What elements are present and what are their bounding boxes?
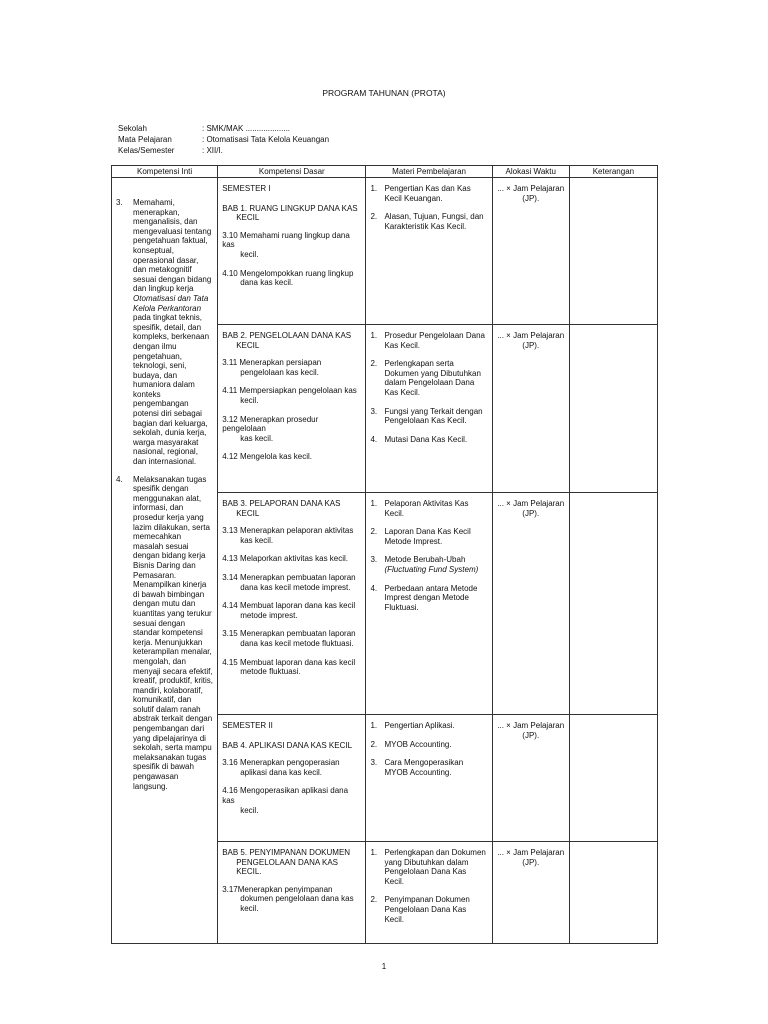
mp-item — [370, 740, 487, 750]
mp-text-part: Pelaporan Aktivitas Kas Kecil. — [384, 499, 469, 518]
mp-text — [384, 895, 487, 924]
chapter-title — [222, 331, 361, 350]
mp-item — [370, 895, 487, 924]
meta-value: : Otomatisasi Tata Kelola Keuangan — [202, 135, 330, 144]
kd-text: 3.13 Menerapkan pelaporan aktivitas — [222, 526, 354, 536]
kd-text: 4.13 Melaporkan aktivitas kas kecil. — [222, 554, 349, 564]
mp-text — [384, 407, 487, 426]
mp-item — [370, 212, 487, 231]
mp-text-part: Laporan Dana Kas Kecil Metode Imprest. — [384, 527, 471, 546]
meta-value: : XII/I. — [202, 146, 223, 155]
mp-text-part: Pengertian Aplikasi. — [384, 721, 455, 730]
mp-text-part: Alasan, Tujuan, Fungsi, dan Karakteristik Kas Kecil. — [384, 212, 484, 231]
kd-text-cont: metode imprest. — [240, 610, 298, 620]
kd-text-cont: kecil. — [240, 805, 259, 815]
kd-item — [222, 231, 361, 260]
kompetensi-dasar-cell — [218, 842, 366, 944]
kd-text-cont: dana kas kecil. — [240, 278, 294, 288]
alokasi-waktu-cell: ... × Jam Pelajaran (JP). — [492, 715, 569, 842]
mp-text-part: Perlengkapan dan Dokumen yang Dibutuhkan dalam Pengelolaan Dana Kas Kecil. — [384, 848, 486, 886]
kd-text: 4.10 Mengelompokkan ruang lingkup — [222, 268, 354, 278]
ki-number: 4. — [116, 474, 123, 484]
mp-text — [384, 212, 487, 231]
mp-text — [384, 758, 487, 777]
kd-item — [222, 358, 361, 377]
kd-text: 4.15 Membuat laporan dana kas kecil — [222, 657, 356, 667]
meta-row — [118, 145, 329, 156]
mp-item — [370, 848, 487, 886]
kd-text: 3.11 Menerapkan persiapan — [222, 358, 322, 368]
kd-text: 4.14 Membuat laporan dana kas kecil — [222, 601, 356, 611]
mp-item — [370, 584, 487, 613]
kd-item — [222, 386, 361, 405]
materi-pembelajaran-cell — [366, 715, 492, 842]
chapter-title-cont: KECIL — [236, 508, 260, 518]
meta-row — [118, 134, 329, 145]
kd-item — [222, 758, 361, 777]
kd-text-cont: metode fluktuasi. — [240, 667, 301, 677]
prota-table — [111, 165, 658, 944]
ki-number: 3. — [116, 198, 123, 207]
chapter-title — [222, 204, 361, 223]
mp-text — [384, 359, 487, 397]
kd-text: 3.10 Memahami ruang lingkup dana kas — [222, 230, 350, 250]
ki-item — [116, 475, 213, 792]
mp-number: 3. — [370, 555, 378, 565]
mp-number: 4. — [370, 434, 378, 444]
mp-item — [370, 758, 487, 777]
alokasi-waktu-cell: ... × Jam Pelajaran (JP). — [492, 325, 569, 493]
kd-item — [222, 526, 361, 545]
kd-text-cont: dana kas kecil metode imprest. — [240, 582, 351, 592]
ki-text — [133, 198, 213, 467]
mp-item — [370, 555, 487, 574]
kd-text-cont: kas kecil. — [240, 433, 274, 443]
mp-number: 1. — [370, 184, 378, 193]
mp-number: 2. — [370, 895, 378, 905]
mp-number: 1. — [370, 721, 378, 730]
kd-text-cont: kecil. — [240, 395, 259, 405]
kd-text: 3.14 Menerapkan pembuatan laporan — [222, 572, 356, 582]
mp-text-part: Perbedaan antara Metode Imprest dengan Metode Fluktuasi. — [384, 583, 478, 612]
kd-text-cont: dokumen pengelolaan dana kas kecil. — [240, 894, 354, 913]
kd-text: 4.11 Mempersiapkan pengelolaan kas — [222, 386, 357, 396]
ki-text-part: Melaksanakan tugas spesifik dengan menggunakan alat, informasi, dan prosedur kerja yang lazim dilakukan, serta memecahkan masalah sesuai dengan bidang kerja Bisnis Daring dan Pemasaran. Menampilkan kinerja di bawah bimbingan dengan mutu dan kuantitas yang terukur sesuai dengan standar kompetensi kerja. Menunjukkan keterampilan menalar, mengolah, dan menyaji secara efektif, kreatif, produktif, kritis, mandiri, kolaboratif, komunikatif, dan solutif dalam ranah abstrak terkait dengan pengembangan dari yang dipelajarinya di sekolah, serta mampu melaksanakan tugas spesifik di bawah pengawasan langsung. — [133, 474, 214, 791]
document-meta — [118, 123, 329, 156]
mp-text-part: Metode Berubah-Ubah — [384, 555, 466, 565]
mp-text-part: Penyimpanan Dokumen Pengelolaan Dana Kas Kecil. — [384, 895, 470, 924]
ki-text-part: pada tingkat teknis, spesifik, detail, dan kompleks, berkenaan dengan ilmu pengetahuan, teknologi, seni, budaya, dan humaniora dalam konteks pengembangan potensi diri sebagai bagian dari keluarga, sekolah, dunia kerja, warga masyarakat nasional, regional, dan internasional. — [133, 313, 210, 467]
header-kompetensi-inti: Kompetensi Inti — [112, 166, 218, 178]
mp-item — [370, 721, 487, 731]
table-header-row — [112, 166, 658, 178]
alokasi-waktu-cell: ... × Jam Pelajaran (JP). — [492, 493, 569, 715]
header-materi-pembelajaran: Materi Pembelajaran — [366, 166, 492, 178]
mp-text-part: Prosedur Pengelolaan Dana Kas Kecil. — [384, 331, 485, 350]
kd-text-cont: kas kecil. — [240, 535, 274, 545]
keterangan-cell — [569, 715, 657, 842]
mp-text — [384, 499, 487, 518]
materi-pembelajaran-cell — [366, 178, 492, 325]
kd-text-cont: pengelolaan kas kecil. — [240, 367, 319, 377]
materi-pembelajaran-cell — [366, 325, 492, 493]
mp-text-part: Pengertian Kas dan Kas Kecil Keuangan. — [384, 184, 471, 203]
mp-item — [370, 359, 487, 397]
kd-text: 3.17Menerapkan penyimpanan — [222, 884, 333, 894]
mp-text-part: Fungsi yang Terkait dengan Pengelolaan Kas Kecil. — [384, 406, 483, 426]
keterangan-cell — [569, 325, 657, 493]
kd-item — [222, 786, 361, 815]
kd-text-cont: dana kas kecil metode fluktuasi. — [240, 638, 354, 648]
materi-pembelajaran-cell — [366, 842, 492, 944]
kd-text: 3.16 Menerapkan pengoperasian — [222, 758, 340, 768]
kd-text: 4.16 Mengoperasikan aplikasi dana kas — [222, 786, 349, 805]
kd-item — [222, 554, 361, 564]
mp-number: 2. — [370, 359, 378, 369]
meta-label: Mata Pelajaran — [118, 135, 172, 144]
table-row — [112, 178, 658, 325]
header-kompetensi-dasar: Kompetensi Dasar — [218, 166, 366, 178]
kompetensi-dasar-cell — [218, 178, 366, 325]
mp-text — [384, 527, 487, 546]
kd-item — [222, 573, 361, 592]
alokasi-waktu-cell: ... × Jam Pelajaran (JP). — [492, 178, 569, 325]
mp-text — [384, 184, 487, 203]
mp-number: 2. — [370, 739, 378, 749]
mp-item — [370, 435, 487, 445]
mp-text — [384, 331, 487, 350]
kd-text: 3.15 Menerapkan pembuatan laporan — [222, 629, 356, 639]
chapter-title — [222, 848, 361, 877]
mp-number: 1. — [370, 848, 378, 857]
keterangan-cell — [569, 178, 657, 325]
chapter-title — [222, 499, 361, 518]
kd-item — [222, 452, 361, 462]
mp-item — [370, 331, 487, 350]
meta-label: Sekolah — [118, 124, 147, 133]
mp-text-part: Cara Mengoperasikan MYOB Accounting. — [384, 758, 464, 777]
kd-item — [222, 885, 361, 914]
mp-text — [384, 584, 487, 613]
kd-text-cont: kecil. — [240, 249, 259, 259]
keterangan-cell — [569, 493, 657, 715]
materi-pembelajaran-cell — [366, 493, 492, 715]
ki-text — [133, 475, 213, 792]
mp-text — [384, 740, 487, 750]
chapter-title-line: BAB 3. PELAPORAN DANA KAS — [222, 499, 341, 508]
kompetensi-dasar-cell — [218, 715, 366, 842]
chapter-title-line: BAB 1. RUANG LINGKUP DANA KAS — [222, 203, 358, 213]
mp-number: 4. — [370, 583, 378, 593]
mp-item — [370, 184, 487, 203]
kompetensi-inti-cell — [112, 178, 218, 944]
chapter-title-line: BAB 5. PENYIMPANAN DOKUMEN — [222, 848, 351, 857]
kompetensi-dasar-cell — [218, 325, 366, 493]
ki-item — [116, 198, 213, 467]
keterangan-cell — [569, 842, 657, 944]
kd-text-cont: aplikasi dana kas kecil. — [240, 767, 323, 777]
chapter-title-cont: KECIL — [236, 213, 260, 223]
semester-label: SEMESTER II — [222, 721, 273, 730]
header-keterangan: Keterangan — [569, 166, 657, 178]
mp-item — [370, 499, 487, 518]
mp-text — [384, 848, 487, 886]
header-alokasi-waktu: Alokasi Waktu — [492, 166, 569, 178]
mp-number: 1. — [370, 499, 378, 508]
mp-text — [384, 435, 487, 445]
kompetensi-dasar-cell — [218, 493, 366, 715]
meta-value: : SMK/MAK .................... — [202, 124, 291, 133]
mp-text — [384, 721, 487, 731]
kd-item — [222, 601, 361, 620]
ki-text-part: Memahami, menerapkan, menganalisis, dan mengevaluasi tentang pengetahuan faktual, konseptual, operasional dasar, dan metakognitif sesuai dengan bidang dan lingkup kerja — [133, 198, 212, 294]
page-number: 1 — [381, 962, 387, 971]
chapter-title-cont: KECIL — [236, 340, 260, 350]
chapter-title — [222, 741, 361, 751]
mp-text-part: Mutasi Dana Kas Kecil. — [384, 434, 468, 444]
kd-item — [222, 658, 361, 677]
mp-number: 1. — [370, 331, 378, 340]
kd-item — [222, 415, 361, 444]
kd-text: 3.12 Menerapkan prosedur pengelolaan — [222, 414, 319, 434]
mp-item — [370, 407, 487, 426]
mp-text-italic: (Fluctuating Fund System) — [384, 564, 479, 574]
mp-text-part: Perlengkapan serta Dokumen yang Dibutuhkan dalam Pengelolaan Dana Kas Kecil. — [384, 359, 481, 397]
mp-number: 3. — [370, 406, 378, 416]
chapter-title-line: BAB 4. APLIKASI DANA KAS KECIL — [222, 740, 353, 750]
chapter-title-line: BAB 2. PENGELOLAAN DANA KAS — [222, 331, 352, 340]
semester-label: SEMESTER I — [222, 184, 271, 193]
meta-row — [118, 123, 329, 134]
kd-item — [222, 269, 361, 288]
mp-number: 3. — [370, 758, 378, 768]
meta-label: Kelas/Semester — [118, 146, 175, 155]
alokasi-waktu-cell: ... × Jam Pelajaran (JP). — [492, 842, 569, 944]
mp-item — [370, 527, 487, 546]
kd-item — [222, 629, 361, 648]
kd-text: 4.12 Mengelola kas kecil. — [222, 452, 313, 462]
mp-text — [384, 555, 487, 574]
mp-number: 2. — [370, 212, 378, 222]
chapter-title-cont: PENGELOLAAN DANA KAS KECIL. — [236, 857, 339, 877]
ki-text-italic: Otomatisasi dan Tata Kelola Perkantoran — [133, 293, 209, 313]
document-title: PROGRAM TAHUNAN (PROTA) — [322, 88, 446, 98]
mp-text-part: MYOB Accounting. — [384, 739, 452, 749]
mp-number: 2. — [370, 527, 378, 537]
